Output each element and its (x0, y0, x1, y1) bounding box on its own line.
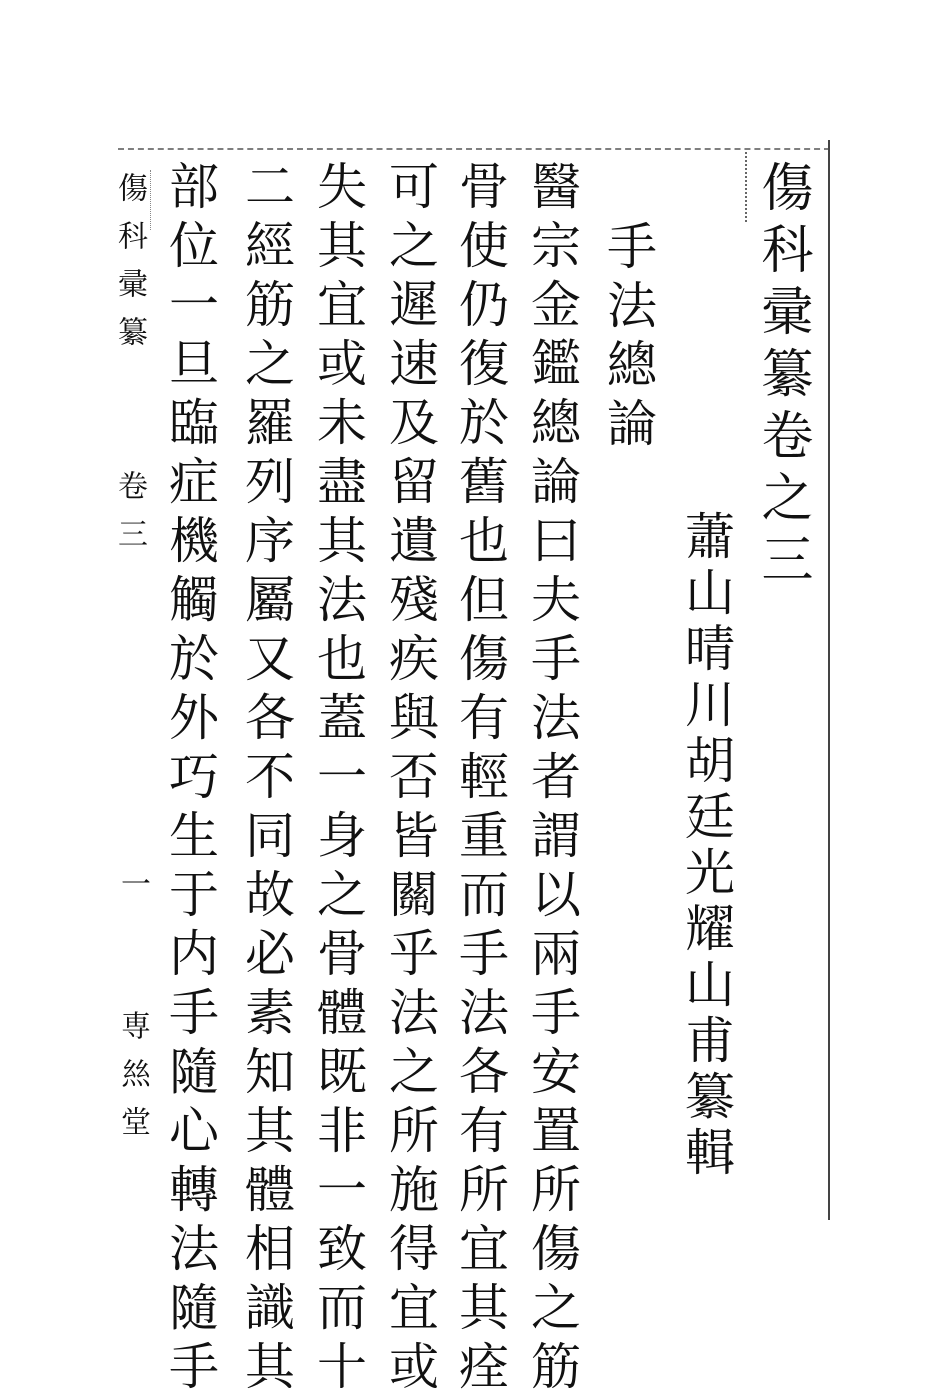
text-column: 醫宗金鑑總論曰夫手法者謂以兩手安置所傷之筋 (523, 160, 581, 1399)
text-column: 部位一旦臨症機觸於外巧生于内手隨心轉法隨手 (161, 160, 219, 1399)
fold-line-mark (745, 152, 747, 222)
gutter-line-mark (150, 170, 151, 230)
section-heading: 手法總論 (599, 220, 657, 456)
volume-title: 傷科彚纂卷之三 (752, 160, 812, 594)
text-column: 失其宜或未盡其法也蓋一身之骨體既非一致而十 (309, 160, 367, 1399)
publisher-hall-name: 専𢇁堂 (115, 1010, 150, 1154)
right-border-rule (828, 140, 830, 1220)
author-credit: 蕭山晴川胡廷光耀山甫纂輯 (677, 510, 735, 1182)
page-number: 一 (115, 868, 150, 916)
text-column: 骨使仍復於舊也但傷有輕重而手法各有所宜其痊 (451, 160, 509, 1399)
gutter-volume: 卷三 (112, 470, 147, 566)
top-border-rule (118, 148, 830, 150)
text-column: 可之遲速及留遺殘疾與否皆關乎法之所施得宜或 (381, 160, 439, 1399)
gutter-book-title: 傷科彚纂 (112, 172, 147, 364)
text-column: 二經筋之羅列序屬又各不同故必素知其體相識其 (237, 160, 295, 1399)
